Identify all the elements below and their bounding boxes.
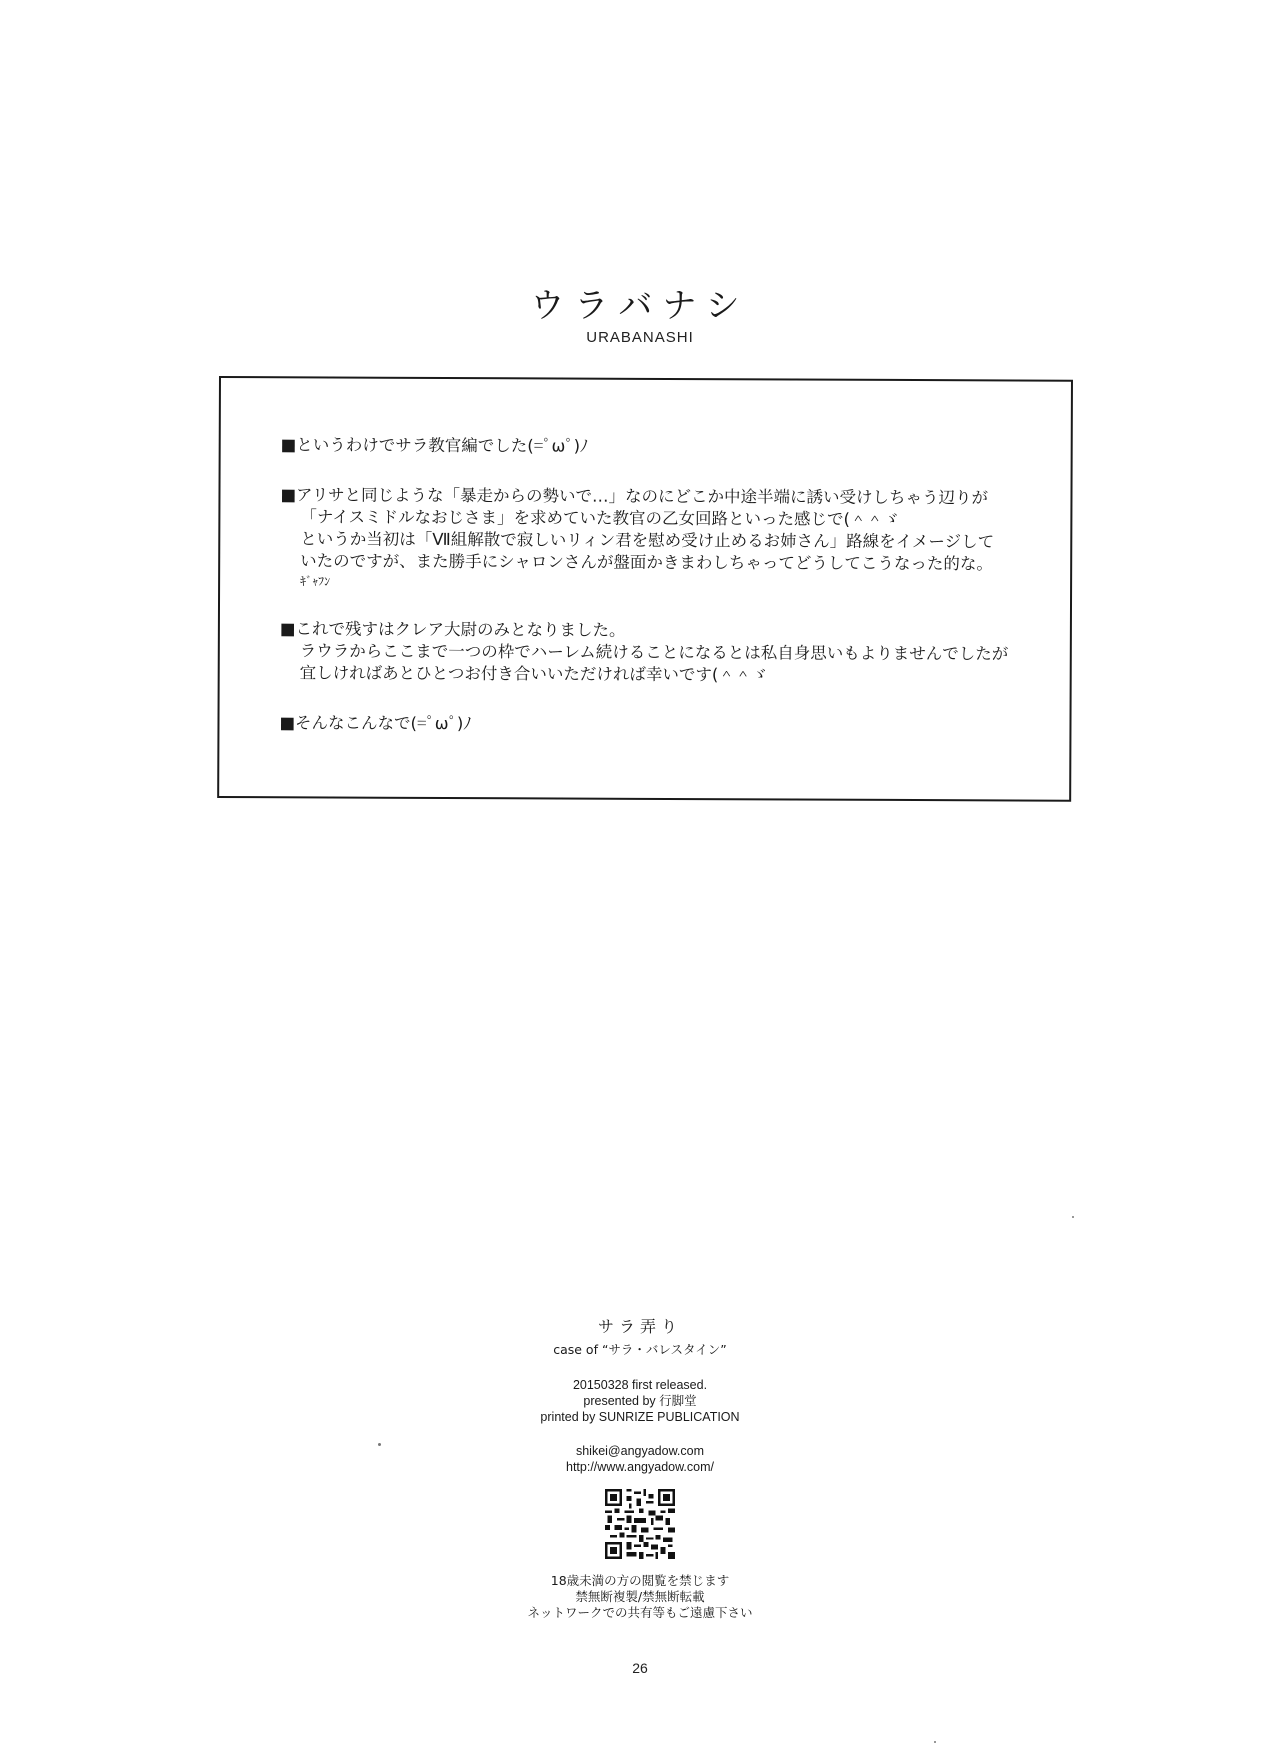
colophon-title: サラ弄り xyxy=(597,1317,682,1336)
note-1 xyxy=(281,434,1041,459)
heading-title-en: URABANASHI xyxy=(586,329,694,346)
note-line: いたのですが、また勝手にシャロンさんが盤面かきまわしちゃってどうしてこうなった的な。 xyxy=(300,551,993,574)
colophon xyxy=(0,1317,1280,1621)
heading-title-jp: ウラバナシ xyxy=(530,286,750,326)
note-2 xyxy=(280,484,1040,593)
release-info xyxy=(0,1377,1280,1425)
note-line: 宜しければあとひとつお付き合いいただければ幸いです(＾＾ゞ xyxy=(299,663,768,685)
note-line: 「ナイスミドルなおじさま」を求めていた教官の乙女回路といった感じで(＾＾ゞ xyxy=(300,507,900,529)
scan-speck xyxy=(934,1741,936,1743)
afterword-notes xyxy=(279,434,1040,765)
release-date: 20150328 first released. xyxy=(572,1378,708,1392)
contact-info xyxy=(0,1443,1280,1475)
note-line: ■というわけでサラ教官編でした(=ﾟωﾟ)ﾉ xyxy=(280,435,589,456)
notice-line: 18歳未満の方の閲覧を禁じます xyxy=(550,1573,730,1588)
note-line: ■アリサと同じような「暴走からの勢いで…」なのにどこか中途半端に誘い受けしちゃう辺りが xyxy=(280,485,989,508)
colophon-subtitle: case of “サラ・バレスタイン” xyxy=(553,1342,727,1357)
note-line: ■そんなこんなで(=ﾟωﾟ)ﾉ xyxy=(279,713,472,734)
notice-line: ネットワークでの共有等もご遠慮下さい xyxy=(527,1605,753,1620)
note-line: というか当初は「Ⅶ組解散で寂しいリィン君を慰め受け止めるお姉さん」路線をイメージして xyxy=(300,529,995,552)
note-4 xyxy=(279,712,1039,737)
note-line: ■これで残すはクレア大尉のみとなりました。 xyxy=(279,619,626,640)
website-url: http://www.angyadow.com/ xyxy=(566,1460,714,1474)
presented-by: presented by 行脚堂 xyxy=(583,1394,697,1408)
page-number: 26 xyxy=(632,1660,648,1676)
qr-code-icon xyxy=(605,1489,675,1559)
afterword-heading xyxy=(0,286,1280,348)
contact-email: shikei@angyadow.com xyxy=(575,1444,705,1458)
notice-line: 禁無断複製/禁無断転載 xyxy=(575,1589,705,1604)
afterword-box xyxy=(217,376,1073,802)
note-3 xyxy=(280,618,1040,687)
printed-by: printed by SUNRIZE PUBLICATION xyxy=(540,1410,740,1424)
legal-notice xyxy=(0,1573,1280,1621)
note-line: ラウラからここまで一つの枠でハーレム続けることになるとは私自身思いもよりませんでしたが xyxy=(299,641,1009,664)
scan-speck xyxy=(1072,1216,1074,1218)
note-line: ｷﾞｬﾌﾝ xyxy=(300,574,331,589)
scan-speck xyxy=(378,1443,381,1446)
